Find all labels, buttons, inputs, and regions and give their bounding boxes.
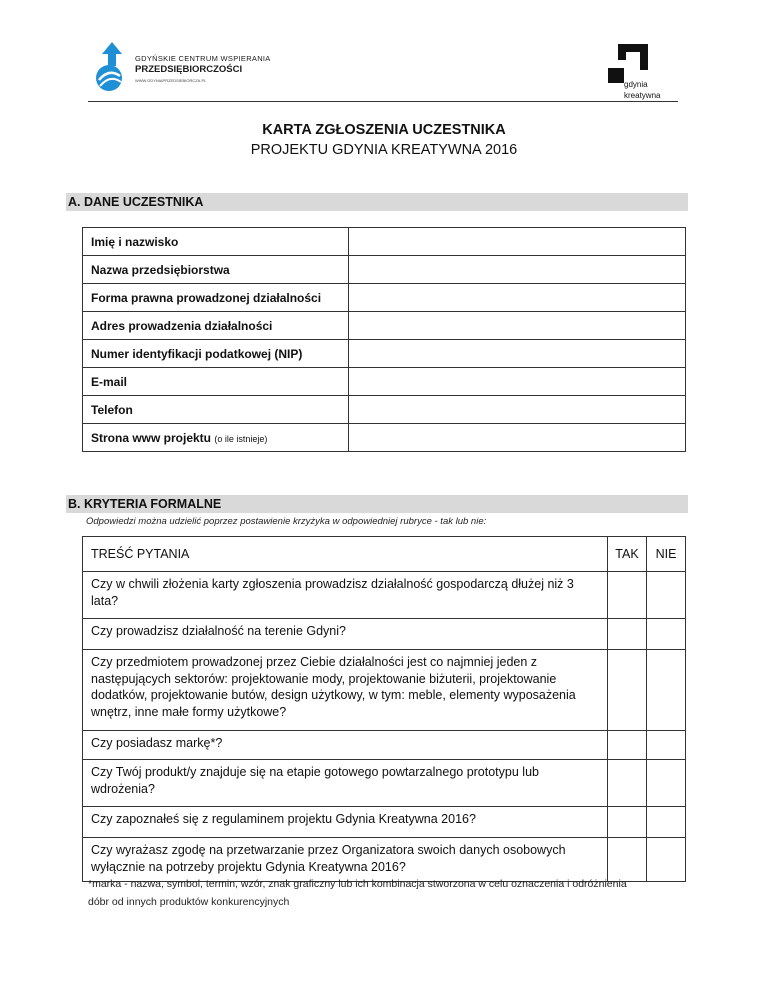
logo-url: WWW.GDYNIAPRZEDSIEBIORCZA.PL (135, 78, 207, 83)
no-checkbox-cell[interactable] (647, 650, 686, 731)
page-title: KARTA ZGŁOSZENIA UCZESTNIKA (262, 122, 506, 138)
yes-checkbox-cell[interactable] (608, 572, 647, 619)
no-checkbox-cell[interactable] (647, 838, 686, 882)
table-row (83, 731, 686, 760)
table-row (83, 396, 686, 424)
yes-checkbox-cell[interactable] (608, 650, 647, 731)
no-checkbox-cell[interactable] (647, 760, 686, 807)
question-text: Czy w chwili złożenia karty zgłoszenia prowadzisz działalność gospodarczą dłużej niż 3 lata? (83, 572, 608, 619)
participant-data-table (82, 227, 686, 452)
header-divider (88, 101, 678, 102)
question-text: Czy posiadasz markę*? (83, 731, 608, 760)
no-checkbox-cell[interactable] (647, 572, 686, 619)
column-header-no: NIE (647, 537, 686, 572)
question-text: Czy zapoznałeś się z regulaminem projektu Gdynia Kreatywna 2016? (83, 807, 608, 838)
question-text: Czy prowadzisz działalność na terenie Gdyni? (83, 619, 608, 650)
phone-input[interactable] (348, 396, 685, 424)
question-text: Czy wyrażasz zgodę na przetwarzanie przez Organizatora swoich danych osobowych wyłącznie na potrzeby projektu Gdynia Kreatywna 2016? (83, 838, 608, 882)
field-label: Telefon (83, 396, 349, 424)
yes-checkbox-cell[interactable] (608, 731, 647, 760)
page-subtitle: PROJEKTU GDYNIA KREATYWNA 2016 (250, 142, 518, 158)
gcwp-logo (90, 40, 310, 96)
table-row (83, 424, 686, 452)
table-row (83, 228, 686, 256)
column-header-yes: TAK (608, 537, 647, 572)
table-row (83, 807, 686, 838)
table-row (83, 284, 686, 312)
field-label: Numer identyfikacji podatkowej (NIP) (83, 340, 349, 368)
nip-input[interactable] (348, 340, 685, 368)
table-row (83, 572, 686, 619)
no-checkbox-cell[interactable] (647, 731, 686, 760)
field-label: Adres prowadzenia działalności (83, 312, 349, 340)
field-label: Nazwa przedsiębiorstwa (83, 256, 349, 284)
company-name-input[interactable] (348, 256, 685, 284)
legal-form-input[interactable] (348, 284, 685, 312)
no-checkbox-cell[interactable] (647, 619, 686, 650)
yes-checkbox-cell[interactable] (608, 760, 647, 807)
logo-line-1: GDYŃSKIE CENTRUM WSPIERANIA (135, 54, 271, 63)
table-row (83, 368, 686, 396)
table-row (83, 256, 686, 284)
section-b-instruction: Odpowiedzi można udzielić poprzez postawienie krzyżyka w odpowiedniej rubryce - tak lub nie: (86, 516, 487, 527)
field-label: Imię i nazwisko (83, 228, 349, 256)
logo-text-kreatywna: kreatywna (624, 91, 661, 100)
table-row (83, 619, 686, 650)
footnote: *marka - nazwa, symbol, termin, wzór, znak graficzny lub ich kombinacja stworzona w celu oznaczenia i odróżnienia dóbr od innych produktów konkurencyjnych (88, 878, 627, 908)
question-text: Czy Twój produkt/y znajduje się na etapie gotowego powtarzalnego prototypu lub wdrożenia? (83, 760, 608, 807)
address-input[interactable] (348, 312, 685, 340)
section-b-heading: B. KRYTERIA FORMALNE (66, 495, 688, 513)
name-input[interactable] (348, 228, 685, 256)
table-row (83, 650, 686, 731)
field-label-note: (o ile istnieje) (214, 433, 268, 444)
gcwp-logo-icon (90, 40, 132, 96)
column-header-question: TREŚĆ PYTANIA (83, 537, 608, 572)
logo-text-gdynia: gdynia (624, 80, 648, 89)
website-input[interactable] (348, 424, 685, 452)
yes-checkbox-cell[interactable] (608, 619, 647, 650)
table-row (83, 312, 686, 340)
formal-criteria-table (82, 536, 686, 882)
field-label-website (83, 424, 349, 452)
field-label: E-mail (83, 368, 349, 396)
email-input[interactable] (348, 368, 685, 396)
question-text: Czy przedmiotem prowadzonej przez Ciebie działalności jest co najmniej jeden z następujących sektorów: projektowanie mody, projektowanie biżuterii, projektowanie dodatków, projektowanie butów, design użytkowy, w tym: meble, elementy wyposażenia wnętrz, inne małe formy użytkowe? (83, 650, 608, 731)
table-header-row (83, 537, 686, 572)
gdynia-kreatywna-logo (598, 44, 678, 114)
table-row (83, 760, 686, 807)
logo-line-2: PRZEDSIĘBIORCZOŚCI (135, 64, 243, 75)
gdynia-kreatywna-mark-icon (598, 44, 648, 84)
field-label: Forma prawna prowadzonej działalności (83, 284, 349, 312)
table-row (83, 340, 686, 368)
field-label-text: Strona www projektu (91, 430, 212, 445)
yes-checkbox-cell[interactable] (608, 807, 647, 838)
section-a-heading: A. DANE UCZESTNIKA (66, 193, 688, 211)
no-checkbox-cell[interactable] (647, 807, 686, 838)
